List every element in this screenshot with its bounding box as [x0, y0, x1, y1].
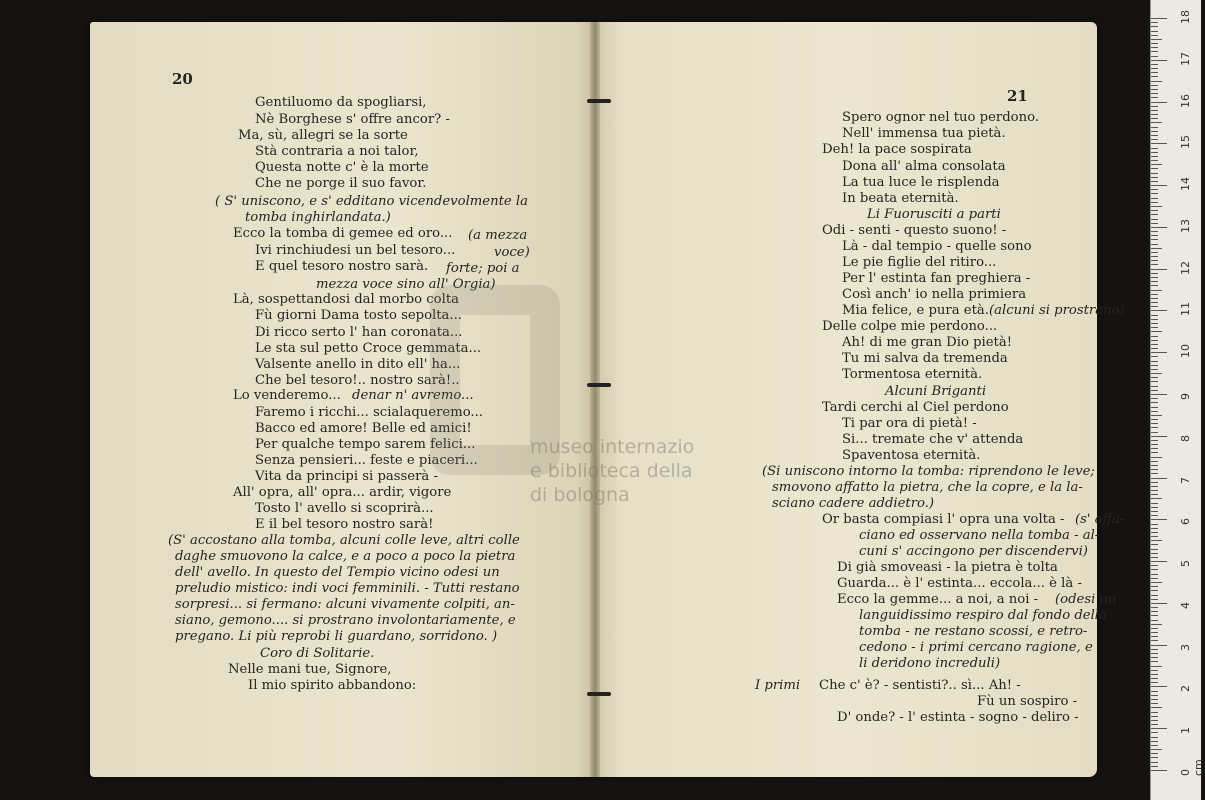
ruler-tick [1151, 402, 1158, 403]
verse-line: Or basta compiasi l' opra una volta - [822, 512, 1065, 527]
watermark-text: museo internazio e biblioteca della di bologna [530, 436, 695, 506]
verse-line: Spaventosa eternità. [842, 448, 981, 463]
ruler-tick [1151, 457, 1162, 458]
verse-line: Ti par ora di pietà! - [842, 416, 977, 431]
ruler-tick [1151, 210, 1158, 211]
ruler-tick [1151, 482, 1158, 483]
ruler-tick [1151, 515, 1158, 516]
ruler-tick [1151, 189, 1158, 190]
verse-line: Si... tremate che v' attenda [842, 432, 1024, 447]
ruler-tick [1151, 269, 1167, 270]
ruler-tick [1151, 35, 1158, 36]
ruler-tick [1151, 310, 1167, 311]
ruler-tick [1151, 139, 1158, 140]
stage-direction-line: Coro di Solitarie. [260, 646, 375, 661]
ruler-tick [1151, 444, 1158, 445]
verse-line: Che c' è? - sentisti?.. sì... Ah! - [819, 678, 1021, 693]
verse-line: Tosto l' avello si scoprirà... [255, 501, 434, 516]
ruler-tick [1151, 699, 1158, 700]
ruler-label: 5 [1179, 560, 1192, 568]
ruler-tick [1151, 356, 1158, 357]
ruler-tick [1151, 640, 1158, 641]
ruler-tick [1151, 323, 1158, 324]
verse-line: Per qualche tempo sarem felici... [255, 437, 476, 452]
ruler-tick [1151, 106, 1158, 107]
ruler-tick [1151, 745, 1158, 746]
ruler-tick [1151, 244, 1158, 245]
verse-line: Nè Borghese s' offre ancor? - [255, 112, 450, 127]
ruler-tick [1151, 164, 1162, 165]
ruler-label: 16 [1179, 93, 1192, 108]
ruler-tick [1151, 110, 1158, 111]
ruler-tick [1151, 478, 1167, 479]
right-page-text [597, 22, 1125, 777]
stage-direction-line: (s' affa- [1075, 512, 1125, 527]
ruler-tick [1151, 503, 1158, 504]
ruler-tick [1151, 423, 1158, 424]
ruler-tick [1151, 561, 1167, 562]
stage-direction-line: languidissimo respiro dal fondo della [859, 608, 1107, 623]
ruler-tick [1151, 565, 1158, 566]
stage-direction-line: cedono - i primi cercano ragione, e [859, 640, 1093, 655]
verse-line: Questa notte c' è la morte [255, 160, 429, 175]
ruler-tick [1151, 127, 1158, 128]
ruler-tick [1151, 582, 1162, 583]
ruler-tick [1151, 47, 1158, 48]
verse-line: Nell' immensa tua pietà. [842, 126, 1006, 141]
ruler-tick [1151, 114, 1158, 115]
ruler-tick [1151, 469, 1158, 470]
stage-direction-line: ciano ed osservano nella tomba - al- [859, 528, 1100, 543]
ruler-tick [1151, 490, 1158, 491]
stage-direction-line: tomba inghirlandata.) [245, 210, 391, 225]
ruler-label: 1 [1179, 727, 1192, 735]
verse-line: Spero ognor nel tuo perdono. [842, 110, 1039, 125]
stage-direction-line: tomba - ne restano scossi, e retro- [859, 624, 1088, 639]
ruler-tick [1151, 686, 1167, 687]
ruler-tick [1151, 214, 1158, 215]
right-page [597, 22, 1125, 777]
ruler-tick [1151, 365, 1158, 366]
ruler-tick [1151, 595, 1158, 596]
ruler-tick [1151, 231, 1158, 232]
stage-direction-line: mezza voce sino all' Orgia) [316, 277, 496, 292]
ruler-tick [1151, 51, 1158, 52]
ruler-tick [1151, 695, 1158, 696]
ruler-tick [1151, 432, 1158, 433]
ruler-tick [1151, 160, 1158, 161]
verse-line: Ivi rinchiudesi un bel tesoro... [255, 243, 456, 258]
ruler-label: 9 [1179, 393, 1192, 400]
ruler-tick [1151, 674, 1158, 675]
ruler-tick [1151, 206, 1162, 207]
ruler-tick [1151, 712, 1158, 713]
ruler-tick [1151, 407, 1158, 408]
ruler-tick [1151, 118, 1158, 119]
ruler-tick [1151, 762, 1158, 763]
ruler-tick [1151, 193, 1158, 194]
ruler-tick [1151, 398, 1158, 399]
ruler-tick [1151, 536, 1158, 537]
ruler-tick [1151, 494, 1158, 495]
verse-line: Che ne porge il suo favor. [255, 176, 427, 191]
stage-direction-line: voce) [494, 245, 530, 260]
ruler-tick [1151, 632, 1158, 633]
ruler-tick [1151, 691, 1158, 692]
verse-line: Guarda... è l' estinta... eccola... è là - [837, 576, 1082, 591]
ruler-tick [1151, 260, 1158, 261]
verse-line: Tormentosa eternità. [842, 367, 983, 382]
ruler-tick [1151, 524, 1158, 525]
verse-line: E il bel tesoro nostro sarà! [255, 517, 434, 532]
ruler-tick [1151, 348, 1158, 349]
ruler-label: 0 cm [1179, 759, 1205, 776]
ruler-tick [1151, 264, 1158, 265]
ruler-tick [1151, 507, 1158, 508]
ruler-tick [1151, 290, 1162, 291]
ruler-tick [1151, 511, 1158, 512]
ruler-tick [1151, 72, 1158, 73]
stage-direction-line: (a mezza [468, 228, 528, 243]
ruler-tick [1151, 302, 1158, 303]
verse-line: Odi - senti - questo suono! - [822, 223, 1007, 238]
ruler-tick [1151, 64, 1158, 65]
ruler-tick [1151, 574, 1158, 575]
ruler-tick [1151, 436, 1167, 437]
ruler-tick [1151, 599, 1158, 600]
ruler-tick [1151, 156, 1158, 157]
ruler-tick [1151, 753, 1158, 754]
ruler-tick [1151, 394, 1167, 395]
ruler-tick [1151, 586, 1158, 587]
ruler-tick [1151, 569, 1158, 570]
ruler-tick [1151, 285, 1158, 286]
ruler-label: 18 [1179, 10, 1192, 24]
page-number: 21 [1007, 87, 1028, 105]
stage-direction-line: preludio mistico: indi voci femminili. - Tutti restano [175, 581, 520, 596]
ruler-tick [1151, 486, 1158, 487]
verse-line: Ecco la gemme... a noi, a noi - [837, 592, 1039, 607]
ruler-tick [1151, 306, 1158, 307]
ruler-tick [1151, 319, 1158, 320]
ruler-tick [1151, 273, 1158, 274]
binding-stitch [587, 692, 611, 696]
ruler-tick [1151, 649, 1158, 650]
verse-line: Mia felice, e pura età. [842, 303, 989, 318]
verse-line: Nelle mani tue, Signore, [228, 662, 392, 677]
ruler-tick [1151, 85, 1158, 86]
verse-line: Fù un sospiro - [977, 694, 1078, 709]
ruler-tick [1151, 557, 1158, 558]
verse-line: Vita da principi si passerà - [255, 469, 438, 484]
ruler-tick [1151, 256, 1158, 257]
ruler-tick [1151, 411, 1158, 412]
ruler-tick [1151, 540, 1162, 541]
ruler-tick [1151, 344, 1158, 345]
stage-direction-line: (Si uniscono intorno la tomba: riprendono le leve; [762, 464, 1095, 479]
ruler-tick [1151, 298, 1158, 299]
ruler-tick [1151, 732, 1158, 733]
verse-line: Ah! di me gran Dio pietà! [842, 335, 1013, 350]
ruler-tick [1151, 60, 1167, 61]
stage-direction-line: daghe smuovono la calce, e a poco a poco la pietra [175, 549, 516, 564]
ruler-tick [1151, 315, 1158, 316]
ruler-tick [1151, 248, 1162, 249]
ruler-tick [1151, 707, 1162, 708]
stage-direction-line: smovono affatto la pietra, che la copre, e la la- [772, 480, 1083, 495]
stage-direction-line: (alcuni si prostrano) [989, 303, 1125, 318]
verse-line: Di ricco serto l' han coronata... [255, 325, 463, 340]
verse-line: La tua luce le risplenda [842, 175, 1000, 190]
ruler-label: 17 [1179, 51, 1192, 66]
ruler-tick [1151, 327, 1158, 328]
ruler-tick [1151, 544, 1158, 545]
ruler-tick [1151, 553, 1158, 554]
ruler-label: 8 [1179, 434, 1192, 442]
ruler-tick [1151, 532, 1158, 533]
verse-line: Là, sospettandosi dal morbo colta [233, 292, 459, 307]
stage-direction-line: ( S' uniscono, e s' edditano vicendevolmente la [215, 194, 528, 209]
stage-direction-line: cuni s' accingono per discendervi) [859, 544, 1088, 559]
ruler-tick [1151, 528, 1158, 529]
ruler-tick [1151, 624, 1162, 625]
ruler-tick [1151, 168, 1158, 169]
ruler-tick [1151, 473, 1158, 474]
ruler-tick [1151, 728, 1167, 729]
ruler-label: 14 [1179, 177, 1192, 192]
ruler-tick [1151, 18, 1167, 19]
ruler-tick [1151, 143, 1167, 144]
ruler-tick [1151, 177, 1158, 178]
book-gutter [590, 22, 600, 777]
ruler-tick [1151, 498, 1162, 499]
page-number: 20 [172, 70, 193, 88]
ruler-tick [1151, 294, 1158, 295]
ruler-label: 15 [1179, 135, 1192, 150]
stage-direction-line: dell' avello. In questo del Tempio vicino odesi un [175, 565, 500, 580]
ruler-tick [1151, 549, 1158, 550]
verse-line: Tardi cerchi al Ciel perdono [822, 400, 1009, 415]
ruler-tick [1151, 373, 1162, 374]
ruler-label: 10 [1179, 344, 1192, 359]
verse-line: Senza pensieri... feste e piaceri... [255, 453, 478, 468]
ruler-tick [1151, 173, 1158, 174]
verse-line: Per l' estinta fan preghiera - [842, 271, 1031, 286]
verse-line: Ma, sù, allegri se la sorte [238, 128, 408, 143]
ruler-tick [1151, 202, 1158, 203]
ruler-tick [1151, 336, 1158, 337]
ruler-tick [1151, 628, 1158, 629]
ruler-tick [1151, 227, 1167, 228]
stage-direction-line: pregano. Li più reprobi li guardano, sorridono. ) [175, 629, 498, 644]
ruler-tick [1151, 724, 1158, 725]
verse-line: Lo venderemo... [233, 388, 341, 403]
ruler-tick [1151, 93, 1158, 94]
ruler-label: 12 [1179, 260, 1192, 275]
stage-direction-line: li deridono increduli) [859, 656, 1001, 671]
ruler-tick [1151, 235, 1158, 236]
ruler-tick [1151, 461, 1158, 462]
ruler-label: 7 [1179, 476, 1192, 484]
ruler-tick [1151, 440, 1158, 441]
ruler-tick [1151, 361, 1158, 362]
verse-line: In beata eternità. [842, 191, 959, 206]
stage-direction-line: (odesi un [1055, 592, 1117, 607]
open-book [90, 22, 1125, 780]
verse-line: Gentiluomo da spogliarsi, [255, 95, 427, 110]
ruler-tick [1151, 678, 1158, 679]
stage-direction-line: I primi [755, 678, 801, 693]
ruler-tick [1151, 615, 1158, 616]
ruler-tick [1151, 68, 1158, 69]
ruler-tick [1151, 666, 1162, 667]
ruler-tick [1151, 737, 1158, 738]
verse-line: All' opra, all' opra... ardir, vigore [233, 485, 452, 500]
stage-direction-line: denar n' avremo... [352, 388, 474, 403]
stage-direction-line: Li Fuorusciti a parti [867, 207, 1001, 222]
ruler-tick [1151, 122, 1162, 123]
ruler-tick [1151, 720, 1158, 721]
ruler-label: 4 [1179, 601, 1192, 609]
verse-line: Fù giorni Dama tosto sepolta... [255, 308, 462, 323]
stage-direction-line: sorpresi... si fermano: alcuni vivamente colpiti, an- [175, 597, 515, 612]
verse-line: Così anch' io nella primiera [842, 287, 1027, 302]
ruler-tick [1151, 81, 1162, 82]
ruler-tick [1151, 43, 1158, 44]
ruler-tick [1151, 252, 1158, 253]
ruler-tick [1151, 239, 1158, 240]
ruler-tick [1151, 281, 1158, 282]
verse-line: Stà contraria a noi talor, [255, 144, 419, 159]
stage-direction-line: forte; poi a [446, 261, 520, 276]
verse-line: Il mio spirito abbandono: [248, 678, 417, 693]
ruler-tick [1151, 607, 1158, 608]
ruler-tick [1151, 465, 1158, 466]
verse-line: Ecco la tomba di gemee ed oro... [233, 226, 453, 241]
stage-direction-line: (S' accostano alla tomba, alcuni colle leve, altri colle [168, 533, 520, 548]
ruler-tick [1151, 148, 1158, 149]
ruler-tick [1151, 56, 1158, 57]
ruler-tick [1151, 448, 1158, 449]
ruler-tick [1151, 102, 1167, 103]
ruler-tick [1151, 181, 1158, 182]
ruler-tick [1151, 741, 1158, 742]
ruler-tick [1151, 26, 1158, 27]
ruler-tick [1151, 670, 1158, 671]
ruler-tick [1151, 89, 1158, 90]
measurement-ruler [1150, 0, 1205, 800]
ruler-tick [1151, 716, 1158, 717]
ruler-tick [1151, 661, 1158, 662]
ruler-tick [1151, 22, 1158, 23]
ruler-tick [1151, 31, 1158, 32]
ruler-tick [1151, 76, 1158, 77]
ruler-label: 11 [1179, 302, 1192, 317]
ruler-tick [1151, 369, 1158, 370]
ruler-tick [1151, 390, 1158, 391]
ruler-label: 3 [1179, 643, 1192, 651]
ruler-tick [1151, 452, 1158, 453]
ruler-tick [1151, 636, 1158, 637]
ruler-tick [1151, 331, 1162, 332]
ruler-tick [1151, 427, 1158, 428]
ruler-tick [1151, 770, 1167, 771]
ruler-tick [1151, 39, 1162, 40]
ruler-tick [1151, 590, 1158, 591]
ruler-label: 13 [1179, 218, 1192, 233]
binding-stitch [587, 383, 611, 387]
verse-line: Faremo i ricchi... scialaqueremo... [255, 405, 483, 420]
stage-direction-line: siano, gemono.... si prostrano involontariamente, e [175, 613, 516, 628]
ruler-tick [1151, 757, 1158, 758]
verse-line: E quel tesoro nostro sarà. [255, 259, 429, 274]
verse-line: Le sta sul petto Croce gemmata... [255, 341, 482, 356]
stage-direction-line: Alcuni Briganti [885, 384, 987, 399]
verse-line: Là - dal tempio - quelle sono [842, 239, 1032, 254]
verse-line: Valsente anello in dito ell' ha... [255, 357, 461, 372]
ruler-tick [1151, 653, 1158, 654]
verse-line: Che bel tesoro!.. nostro sarà!.. [255, 373, 460, 388]
ruler-tick [1151, 223, 1158, 224]
ruler-tick [1151, 152, 1158, 153]
verse-line: Delle colpe mie perdono... [822, 319, 998, 334]
ruler-tick [1151, 377, 1158, 378]
ruler-tick [1151, 219, 1158, 220]
stage-direction-line: sciano cadere addietro.) [772, 496, 935, 511]
ruler-tick [1151, 766, 1158, 767]
ruler-tick [1151, 578, 1158, 579]
ruler-tick [1151, 352, 1167, 353]
ruler-tick [1151, 386, 1158, 387]
ruler-tick [1151, 340, 1158, 341]
ruler-label: 6 [1179, 518, 1192, 526]
ruler-tick [1151, 277, 1158, 278]
ruler-tick [1151, 603, 1167, 604]
ruler-tick [1151, 198, 1158, 199]
ruler-tick [1151, 657, 1158, 658]
ruler-tick [1151, 611, 1158, 612]
verse-line: Di già smoveasi - la pietra è tolta [837, 560, 1058, 575]
ruler-tick [1151, 131, 1158, 132]
ruler-tick [1151, 749, 1162, 750]
ruler-tick [1151, 645, 1167, 646]
ruler-tick [1151, 185, 1167, 186]
verse-line: Bacco ed amore! Belle ed amici! [255, 421, 472, 436]
ruler-tick [1151, 703, 1158, 704]
ruler-tick [1151, 135, 1158, 136]
verse-line: Dona all' alma consolata [842, 159, 1006, 174]
binding-stitch [587, 99, 611, 103]
verse-line: Le pie figlie del ritiro... [842, 255, 997, 270]
verse-line: D' onde? - l' estinta - sogno - deliro - [837, 710, 1079, 725]
verse-line: Tu mi salva da tremenda [842, 351, 1008, 366]
ruler-tick [1151, 419, 1158, 420]
verse-line: Deh! la pace sospirata [822, 142, 972, 157]
ruler-tick [1151, 381, 1158, 382]
ruler-tick [1151, 519, 1167, 520]
ruler-tick [1151, 97, 1158, 98]
ruler-tick [1151, 682, 1158, 683]
ruler-tick [1151, 415, 1162, 416]
ruler-tick [1151, 620, 1158, 621]
ruler-label: 2 [1179, 685, 1192, 693]
